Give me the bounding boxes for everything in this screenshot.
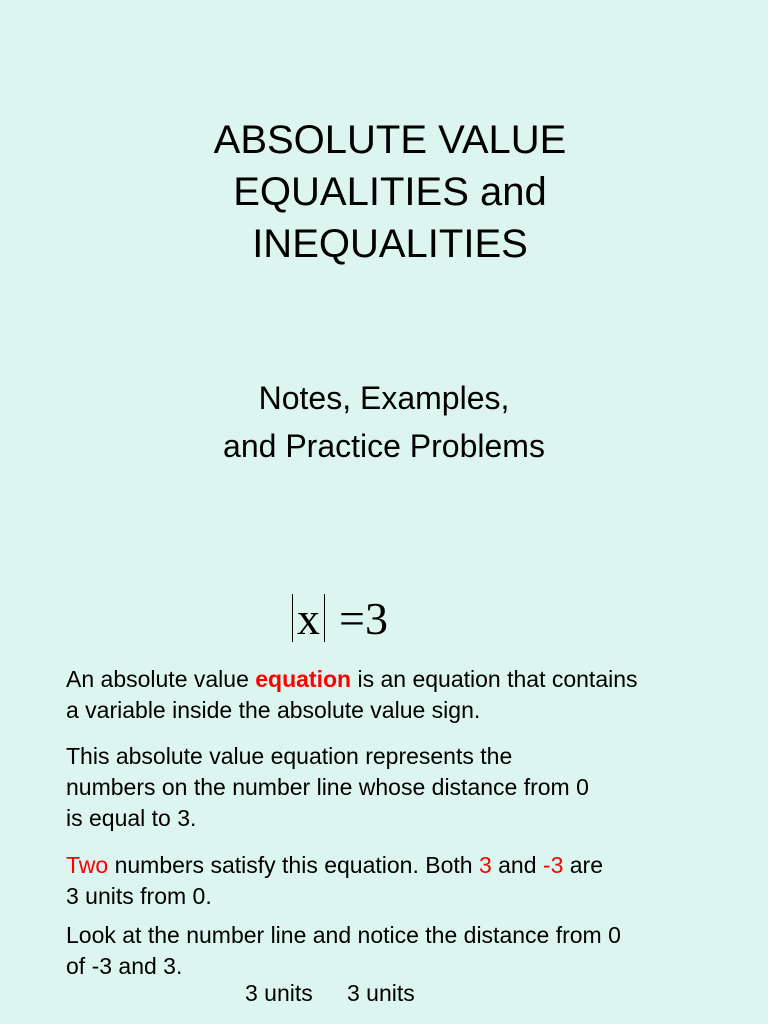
solutions-line-2: 3 units from 0. — [66, 883, 212, 909]
explanation-line-2: numbers on the number line whose distance from 0 — [66, 774, 589, 800]
subtitle-line-2: and Practice Problems — [223, 428, 545, 464]
definition-text-before: An absolute value — [66, 666, 256, 692]
number-line-text-2: of -3 and 3. — [66, 953, 183, 979]
title-line-2: EQUALITIES and — [233, 170, 547, 214]
equation-equals-sign: = — [339, 593, 365, 644]
title-line-3: INEQUALITIES — [252, 222, 528, 266]
units-label-left: 3 units — [245, 980, 313, 1006]
definition-line-1 — [66, 664, 746, 695]
title-line-1: ABSOLUTE VALUE — [213, 118, 567, 162]
solutions-text-1: numbers satisfy this equation. Both — [108, 852, 479, 878]
units-label-right: 3 units — [347, 980, 415, 1006]
absolute-value-bar-left — [292, 594, 293, 642]
subtitle-line-1: Notes, Examples, — [258, 380, 510, 416]
absolute-value-bar-right — [324, 594, 325, 642]
solution-negative: -3 — [542, 852, 564, 878]
absolute-value-equation — [292, 588, 388, 650]
solutions-paragraph — [66, 850, 746, 912]
solution-positive: 3 — [478, 852, 492, 878]
explanation-line-1: This absolute value equation represents the — [66, 743, 513, 769]
solutions-line-1 — [66, 850, 746, 881]
solutions-text-2: and — [491, 852, 543, 878]
equation-value: 3 — [364, 593, 388, 644]
explanation-paragraph — [66, 741, 746, 834]
equation-keyword: equation — [255, 666, 352, 692]
number-line-text-1: Look at the number line and notice the distance from 0 — [66, 922, 621, 948]
equation-variable: x — [297, 593, 320, 644]
definition-line-2: a variable inside the absolute value sign. — [66, 697, 481, 723]
two-keyword: Two — [66, 852, 109, 878]
number-line-paragraph — [66, 920, 746, 982]
explanation-line-3: is equal to 3. — [66, 805, 197, 831]
definition-paragraph — [66, 664, 746, 726]
slide-title — [0, 114, 768, 270]
solutions-text-3: are — [563, 852, 603, 878]
definition-text-after: is an equation that contains — [351, 666, 638, 692]
slide-subtitle — [0, 374, 768, 470]
